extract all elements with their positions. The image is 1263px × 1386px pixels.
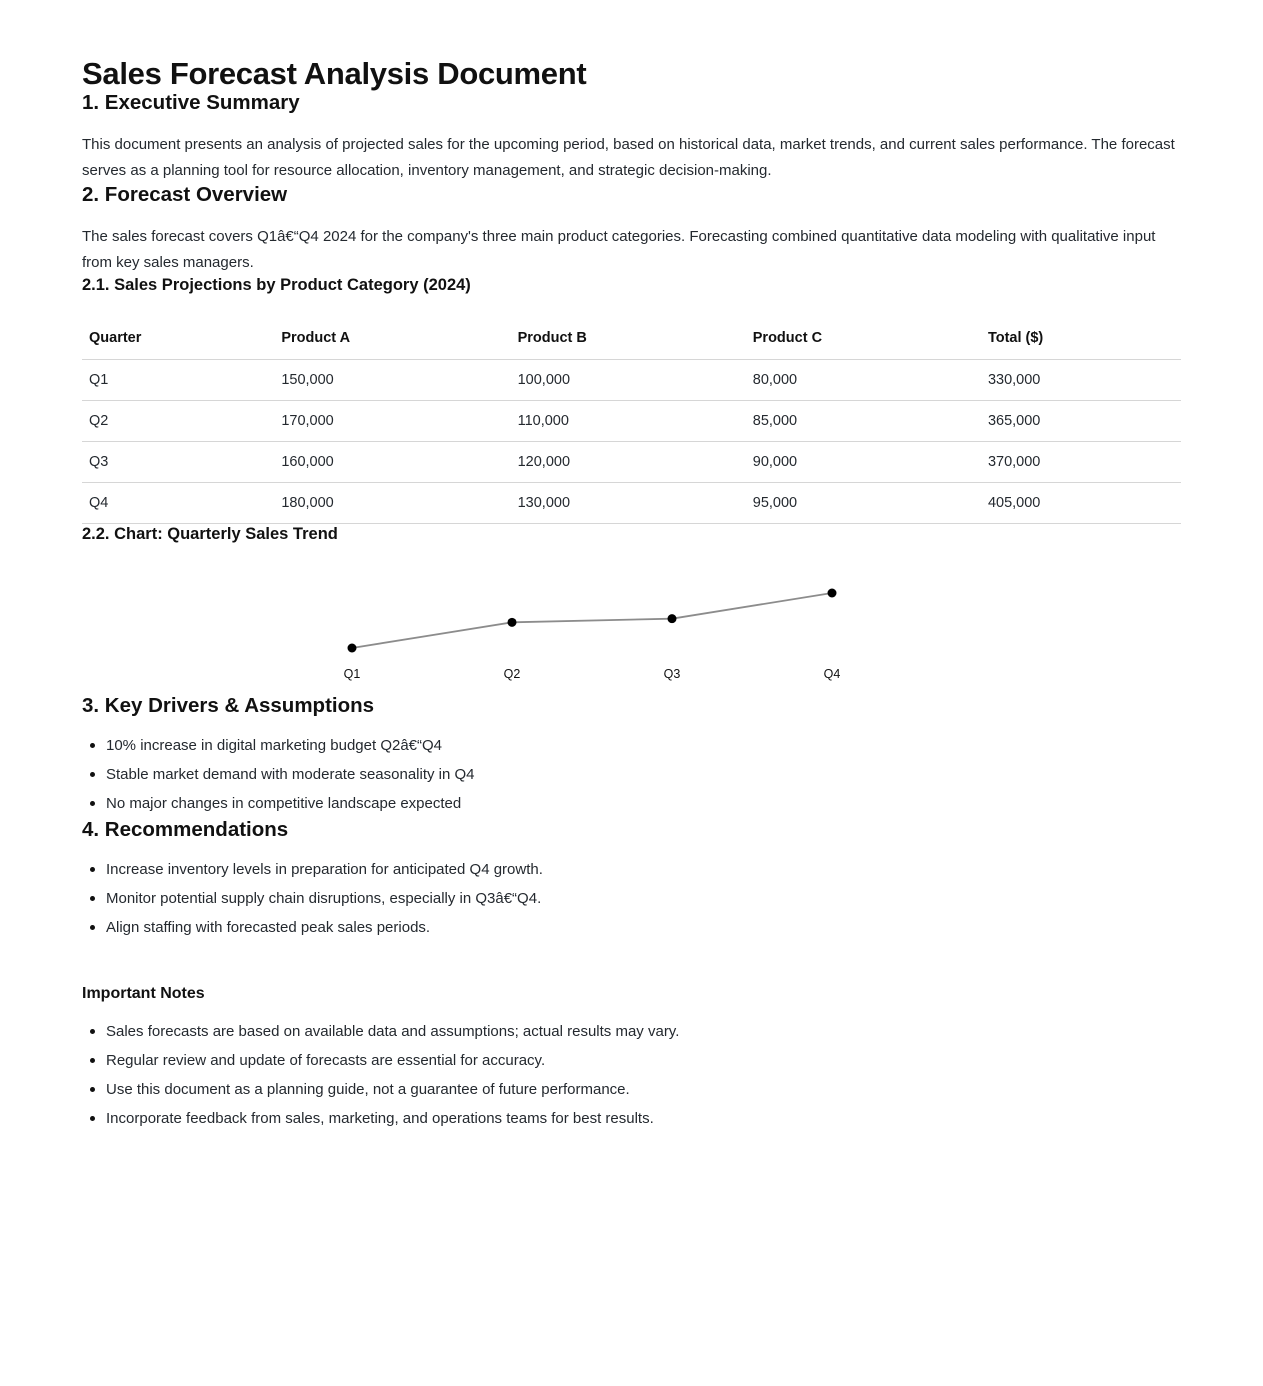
table-cell: 120,000 [511, 442, 746, 483]
table-cell: 80,000 [746, 360, 981, 401]
table-cell: 100,000 [511, 360, 746, 401]
list-item: Use this document as a planning guide, not a guarantee of future performance. [106, 1075, 1181, 1104]
table-cell: 110,000 [511, 401, 746, 442]
column-header-product-c: Product C [746, 324, 981, 360]
list-item: Sales forecasts are based on available data and assumptions; actual results may vary. [106, 1017, 1181, 1046]
quarterly-sales-line-chart [322, 582, 882, 694]
list-item: Regular review and update of forecasts are essential for accuracy. [106, 1046, 1181, 1075]
table-cell: 90,000 [746, 442, 981, 483]
table-row [82, 483, 1181, 524]
table-cell: 130,000 [511, 483, 746, 524]
recommendations-list [82, 855, 1181, 942]
page-title: Sales Forecast Analysis Document [82, 56, 587, 91]
column-header-product-a: Product A [274, 324, 510, 360]
table-row [82, 442, 1181, 483]
executive-summary-text: This document presents an analysis of projected sales for the upcoming period, based on historical data, market trends, and current sales performance. The forecast serves as a planning tool for resource allocation, inventory management, and strategic decision-making. [82, 136, 1175, 179]
table-cell: 160,000 [274, 442, 510, 483]
table-row [82, 401, 1181, 442]
forecast-overview-text: The sales forecast covers Q1â€“Q4 2024 for the company's three main product categories. Forecasting combined quantitative data modeling with qualitative input from key sales managers. [82, 228, 1156, 271]
table-row [82, 360, 1181, 401]
line-chart-svg [322, 582, 882, 694]
chart-point [508, 618, 517, 627]
important-notes-heading: Important Notes [82, 985, 205, 1002]
list-item: Increase inventory levels in preparation for anticipated Q4 growth. [106, 855, 1181, 884]
chart-line [352, 593, 832, 648]
section-2-heading: 2. Forecast Overview [82, 183, 288, 206]
table-cell: Q4 [82, 483, 274, 524]
table-cell: 150,000 [274, 360, 510, 401]
list-item: Align staffing with forecasted peak sales periods. [106, 913, 1181, 942]
table-header-row [82, 324, 1181, 360]
chart-point [348, 644, 357, 653]
table-cell: 180,000 [274, 483, 510, 524]
chart-point [828, 589, 837, 598]
chart-x-label: Q4 [823, 667, 841, 681]
chart-point [668, 614, 677, 623]
table-cell: 330,000 [981, 360, 1181, 401]
section-2-2-heading: 2.2. Chart: Quarterly Sales Trend [82, 525, 338, 543]
table-cell: Q1 [82, 360, 274, 401]
table-cell: Q3 [82, 442, 274, 483]
sales-projections-table [82, 324, 1181, 524]
document-page [0, 57, 1263, 1193]
list-item: Stable market demand with moderate seasonality in Q4 [106, 760, 1181, 789]
section-1-heading: 1. Executive Summary [82, 91, 300, 114]
table-cell: 95,000 [746, 483, 981, 524]
list-item: Incorporate feedback from sales, marketing, and operations teams for best results. [106, 1104, 1181, 1133]
list-item: 10% increase in digital marketing budget Q2â€“Q4 [106, 731, 1181, 760]
chart-x-label: Q1 [343, 667, 361, 681]
table-cell: 370,000 [981, 442, 1181, 483]
section-3-heading: 3. Key Drivers & Assumptions [82, 694, 375, 717]
chart-x-label: Q2 [503, 667, 521, 681]
key-drivers-list [82, 731, 1181, 818]
important-notes-list [82, 1017, 1181, 1133]
chart-x-label: Q3 [663, 667, 681, 681]
table-cell: 170,000 [274, 401, 510, 442]
section-2-1-heading: 2.1. Sales Projections by Product Category (2024) [82, 276, 471, 294]
table-cell: 365,000 [981, 401, 1181, 442]
table-cell: Q2 [82, 401, 274, 442]
column-header-total: Total ($) [981, 324, 1181, 360]
list-item: No major changes in competitive landscape expected [106, 789, 1181, 818]
column-header-quarter: Quarter [82, 324, 274, 360]
section-4-heading: 4. Recommendations [82, 818, 289, 841]
column-header-product-b: Product B [511, 324, 746, 360]
list-item: Monitor potential supply chain disruptions, especially in Q3â€“Q4. [106, 884, 1181, 913]
table-cell: 85,000 [746, 401, 981, 442]
table-cell: 405,000 [981, 483, 1181, 524]
